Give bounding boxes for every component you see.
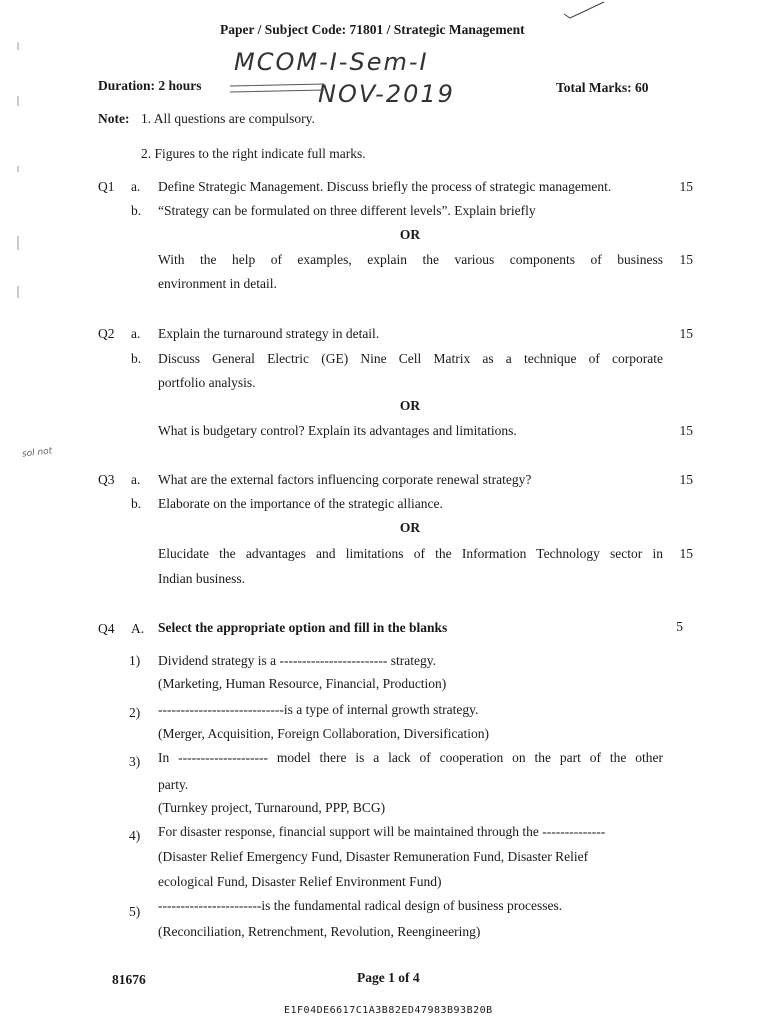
- q3-or: OR: [399, 520, 421, 535]
- paper-title: Paper / Subject Code: 71801 / Strategic Management: [220, 22, 525, 37]
- fill-blank-question-cont: party.: [158, 777, 189, 792]
- q2a-text: Explain the turnaround strategy in detail.: [158, 326, 380, 341]
- fill-blank-number: 2): [129, 705, 141, 720]
- note-label: Note:: [98, 111, 130, 126]
- q2-or-marks: 15: [679, 423, 693, 438]
- fill-blank-options: (Disaster Relief Emergency Fund, Disaster Remuneration Fund, Disaster Relief: [158, 849, 589, 864]
- q1-number: Q1: [98, 179, 115, 194]
- document-hash: E1F04DE6617C1A3B82ED47983B93B20B: [284, 1005, 493, 1016]
- fill-blank-options: (Merger, Acquisition, Foreign Collaboration, Diversification): [158, 726, 490, 741]
- handwritten-underline: [228, 80, 328, 96]
- footer-code: 81676: [112, 972, 146, 987]
- q1-or: OR: [399, 227, 421, 242]
- q3b-text: Elaborate on the importance of the strategic alliance.: [158, 496, 443, 511]
- q2b-label: b.: [131, 351, 142, 366]
- handwritten-course: MCOM-I-Sem-I: [234, 48, 429, 76]
- handwritten-date: NOV-2019: [318, 80, 455, 108]
- fill-blank-question: ----------------------------is a type of internal growth strategy.: [158, 702, 479, 717]
- q4-title: Select the appropriate option and fill in the blanks: [158, 620, 448, 635]
- q2b-line2: portfolio analysis.: [158, 375, 256, 390]
- q1b-text: “Strategy can be formulated on three different levels”. Explain briefly: [158, 203, 536, 218]
- fill-blank-options: (Turnkey project, Turnaround, PPP, BCG): [158, 800, 386, 815]
- q4-section-label: A.: [131, 621, 145, 636]
- q1b-label: b.: [131, 203, 142, 218]
- q3a-text: What are the external factors influencing corporate renewal strategy?: [158, 472, 532, 487]
- fill-blank-options-cont: ecological Fund, Disaster Relief Environment Fund): [158, 874, 442, 889]
- q2-or-text: What is budgetary control? Explain its advantages and limitations.: [158, 423, 517, 438]
- q2a-marks: 15: [679, 326, 693, 341]
- q3-or-line2: Indian business.: [158, 571, 245, 586]
- q2b-line1: Discuss General Electric (GE) Nine Cell Matrix as a technique of corporate: [158, 351, 663, 366]
- q4-marks: 5: [676, 619, 683, 634]
- q1-or-marks: 15: [679, 252, 693, 267]
- q3-or-marks: 15: [679, 546, 693, 561]
- fill-blank-number: 5): [129, 904, 141, 919]
- scan-margin-marks: [14, 36, 22, 326]
- page-number: Page 1 of 4: [357, 970, 420, 985]
- fill-blank-options: (Marketing, Human Resource, Financial, Production): [158, 676, 447, 691]
- q3a-marks: 15: [679, 472, 693, 487]
- total-marks: Total Marks: 60: [556, 80, 649, 95]
- fill-blank-question: In -------------------- model there is a lack of cooperation on the part of the other: [158, 750, 663, 765]
- duration: Duration: 2 hours: [98, 78, 202, 93]
- q1a-text: Define Strategic Management. Discuss briefly the process of strategic management.: [158, 179, 612, 194]
- margin-scribble: sol not: [21, 446, 53, 460]
- fill-blank-question: For disaster response, financial support will be maintained through the --------------: [158, 824, 606, 839]
- q2-number: Q2: [98, 326, 115, 341]
- q1a-marks: 15: [679, 179, 693, 194]
- q3b-label: b.: [131, 496, 142, 511]
- fill-blank-number: 3): [129, 754, 141, 769]
- q1-or-line1: With the help of examples, explain the various components of business: [158, 252, 663, 267]
- tick-mark-icon: [560, 0, 610, 22]
- fill-blank-question: -----------------------is the fundamental radical design of business processes.: [158, 898, 563, 913]
- q3a-label: a.: [131, 472, 141, 487]
- fill-blank-options: (Reconciliation, Retrenchment, Revolution, Reengineering): [158, 924, 481, 939]
- note-item-1: 1. All questions are compulsory.: [141, 111, 315, 126]
- q2a-label: a.: [131, 326, 141, 341]
- q3-number: Q3: [98, 472, 115, 487]
- q4-number: Q4: [98, 621, 115, 636]
- fill-blank-number: 1): [129, 653, 141, 668]
- fill-blank-question: Dividend strategy is a ------------------------ strategy.: [158, 653, 436, 668]
- note-item-2: 2. Figures to the right indicate full marks.: [141, 146, 366, 161]
- q3-or-line1: Elucidate the advantages and limitations of the Information Technology sector in: [158, 546, 663, 561]
- q2-or: OR: [399, 398, 421, 413]
- fill-blank-number: 4): [129, 828, 141, 843]
- q1-or-line2: environment in detail.: [158, 276, 277, 291]
- q1a-label: a.: [131, 179, 141, 194]
